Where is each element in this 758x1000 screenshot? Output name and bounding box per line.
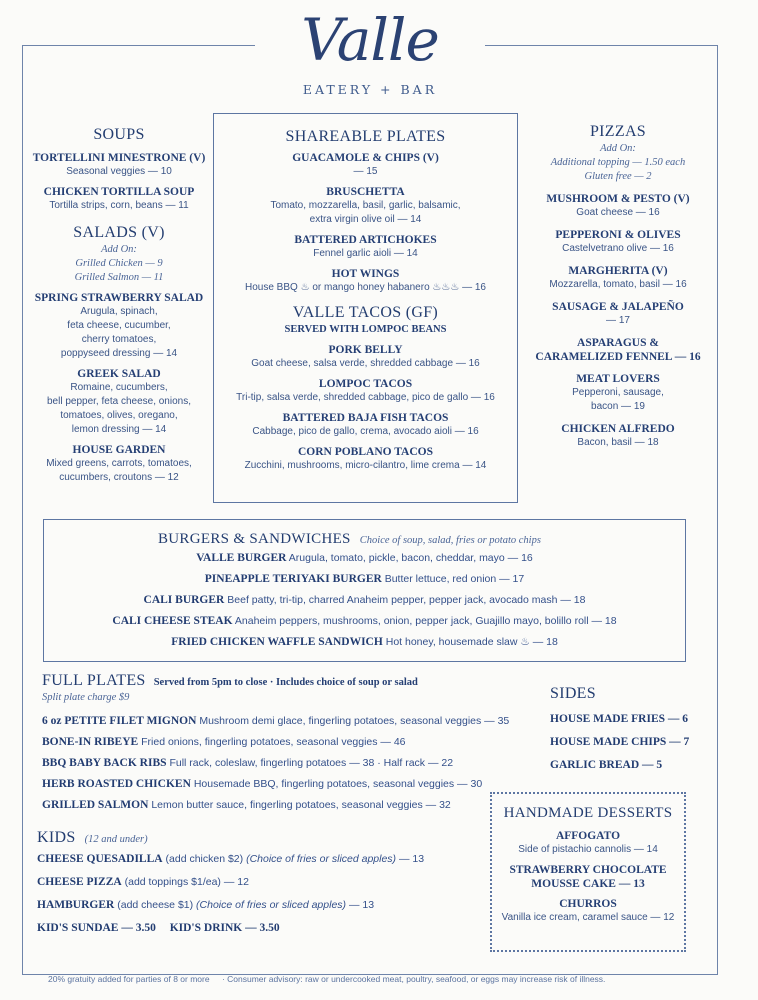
shareable-item: HOT WINGS House BBQ ♨ or mango honey habanero ♨♨♨ — 16 [245,268,486,293]
pizza-item: ASPARAGUS & CARAMELIZED FENNEL — 16 [535,337,701,363]
kids-section [37,827,487,940]
pizzas-column [524,122,712,450]
tacos-heading: VALLE TACOS (GF) [292,304,439,321]
burgers-header [158,528,678,549]
kids-note: (12 and under) [84,834,148,845]
dessert-item: AFFOGATO Side of pistachio cannolis — 14 [518,830,658,855]
soup-item: TORTELLINI MINESTRONE (V) Seasonal veggies — 10 [32,152,206,177]
side-item: HOUSE MADE CHIPS — 7 [550,736,690,748]
kids-extras [37,917,487,940]
shareable-item: BRUSCHETTA Tomato, mozzarella, basil, garlic, balsamic, extra virgin olive oil — 14 [270,186,461,225]
kids-sundae: KID'S SUNDAE — 3.50 [37,922,156,934]
burgers-subtitle: Choice of soup, salad, fries or potato chips [359,535,541,546]
full-plate-item: HERB ROASTED CHICKEN Housemade BBQ, fingerling potatoes, seasonal veggies — 30 [42,778,483,790]
full-plate-item: BBQ BABY BACK RIBS Full rack, coleslaw, fingerling potatoes — 38 · Half rack — 22 [42,757,454,769]
burger-item: PINEAPPLE TERIYAKI BURGER Butter lettuce, red onion — 17 [204,573,525,585]
desserts-column [494,803,682,925]
pizzas-addon: Gluten free — 2 [584,171,652,182]
taco-item: CORN POBLANO TACOS Zucchini, mushrooms, micro-cilantro, lime crema — 14 [244,446,487,471]
brand-logo: Valle [301,6,439,74]
full-plates-subtitle: Served from 5pm to close · Includes choice of soup or salad [153,677,418,688]
pizzas-heading: PIZZAS [589,123,647,140]
taco-item: LOMPOC TACOS Tri-tip, salsa verde, shredded cabbage, pico de gallo — 16 [236,378,495,403]
left-column [28,125,210,485]
pizza-item: PEPPERONI & OLIVES Castelvetrano olive — 16 [555,229,681,254]
pizzas-addon-label: Add On: [600,143,636,154]
full-plate-item: GRILLED SALMON Lemon butter sauce, fingerling potatoes, seasonal veggies — 32 [42,799,451,811]
burgers-heading: BURGERS & SANDWICHES [158,531,351,547]
taco-item: BATTERED BAJA FISH TACOS Cabbage, pico de gallo, crema, avocado aioli — 16 [252,412,479,437]
sides-section [550,684,700,777]
full-plates-note: Split plate charge $9 [42,692,130,703]
full-plate-item: 6 oz PETITE FILET MIGNON Mushroom demi glace, fingerling potatoes, seasonal veggies — 35 [42,715,510,727]
shareable-column [215,127,516,473]
pizza-item: MUSHROOM & PESTO (V) Goat cheese — 16 [546,193,690,218]
tacos-subtitle: SERVED WITH LOMPOC BEANS [284,324,447,335]
soups-heading: SOUPS [93,126,145,143]
desserts-heading: HANDMADE DESSERTS [503,805,673,821]
footer-note [48,974,688,984]
burger-item: FRIED CHICKEN WAFFLE SANDWICH Hot honey, housemade slaw ♨ — 18 [171,636,558,648]
salads-addon-label: Add On: [101,244,137,255]
kids-heading: KIDS [37,829,76,846]
dessert-item: CHURROS Vanilla ice cream, caramel sauce — 12 [501,898,675,923]
salad-item: SPRING STRAWBERRY SALAD Arugula, spinach, feta cheese, cucumber, cherry tomatoes, poppyseed dressing — 14 [34,292,204,359]
salad-item: GREEK SALAD Romaine, cucumbers, bell pepper, feta cheese, onions, tomatoes, olives, oregano, lemon dressing — 14 [47,368,191,435]
dessert-item: STRAWBERRY CHOCOLATE MOUSSE CAKE — 13 [509,864,667,890]
sides-heading: SIDES [550,685,596,702]
pizza-item: MARGHERITA (V) Mozzarella, tomato, basil — 16 [549,265,687,290]
side-item: HOUSE MADE FRIES — 6 [550,713,689,725]
shareable-item: BATTERED ARTICHOKES Fennel garlic aioli — 14 [294,234,437,259]
salads-addon: Grilled Chicken — 9 [75,258,163,269]
full-plate-item: BONE-IN RIBEYE Fried onions, fingerling potatoes, seasonal veggies — 46 [42,736,406,748]
pizzas-addon: Additional topping — 1.50 each [550,157,686,168]
kids-drink: KID'S DRINK — 3.50 [169,922,280,934]
kids-item: CHEESE PIZZA (add toppings $1/ea) — 12 [37,876,249,888]
burgers-list [45,548,684,653]
salads-addon: Grilled Salmon — 11 [74,272,164,283]
burger-item: VALLE BURGER Arugula, tomato, pickle, bacon, cheddar, mayo — 16 [196,552,533,564]
salad-item: HOUSE GARDEN Mixed greens, carrots, tomatoes, cucumbers, croutons — 12 [46,444,192,483]
burger-item: CALI CHEESE STEAK Anaheim peppers, mushrooms, onion, pepper jack, Guajillo mayo, bolillo roll — 18 [112,615,617,627]
pizza-item: MEAT LOVERS Pepperoni, sausage, bacon — 19 [572,373,664,412]
full-plates-heading: FULL PLATES [42,672,146,689]
burger-item: CALI BURGER Beef patty, tri-tip, charred Anaheim pepper, pepper jack, avocado mash — 18 [143,594,586,606]
shareable-item: GUACAMOLE & CHIPS (V) — 15 [292,152,439,177]
pizza-item: CHICKEN ALFREDO Bacon, basil — 18 [561,423,675,448]
side-item: GARLIC BREAD — 5 [550,759,663,771]
soup-item: CHICKEN TORTILLA SOUP Tortilla strips, corn, beans — 11 [43,186,195,211]
kids-item: HAMBURGER (add cheese $1) (Choice of fries or sliced apples) — 13 [37,899,375,911]
brand-tagline: EATERY + BAR [302,82,438,97]
gratuity-note: 20% gratuity added for parties of 8 or more [48,974,210,984]
shareable-heading: SHAREABLE PLATES [285,128,446,145]
consumer-advisory: · Consumer advisory: raw or undercooked meat, poultry, seafood, or eggs may increase risk of illness. [221,974,606,984]
kids-item: CHEESE QUESADILLA (add chicken $2) (Choice of fries or sliced apples) — 13 [37,853,425,865]
salads-heading: SALADS (V) [73,224,165,241]
taco-item: PORK BELLY Goat cheese, salsa verde, shredded cabbage — 16 [251,344,480,369]
full-plates-section [42,670,510,816]
pizza-item: SAUSAGE & JALAPEÑO — 17 [552,301,684,326]
